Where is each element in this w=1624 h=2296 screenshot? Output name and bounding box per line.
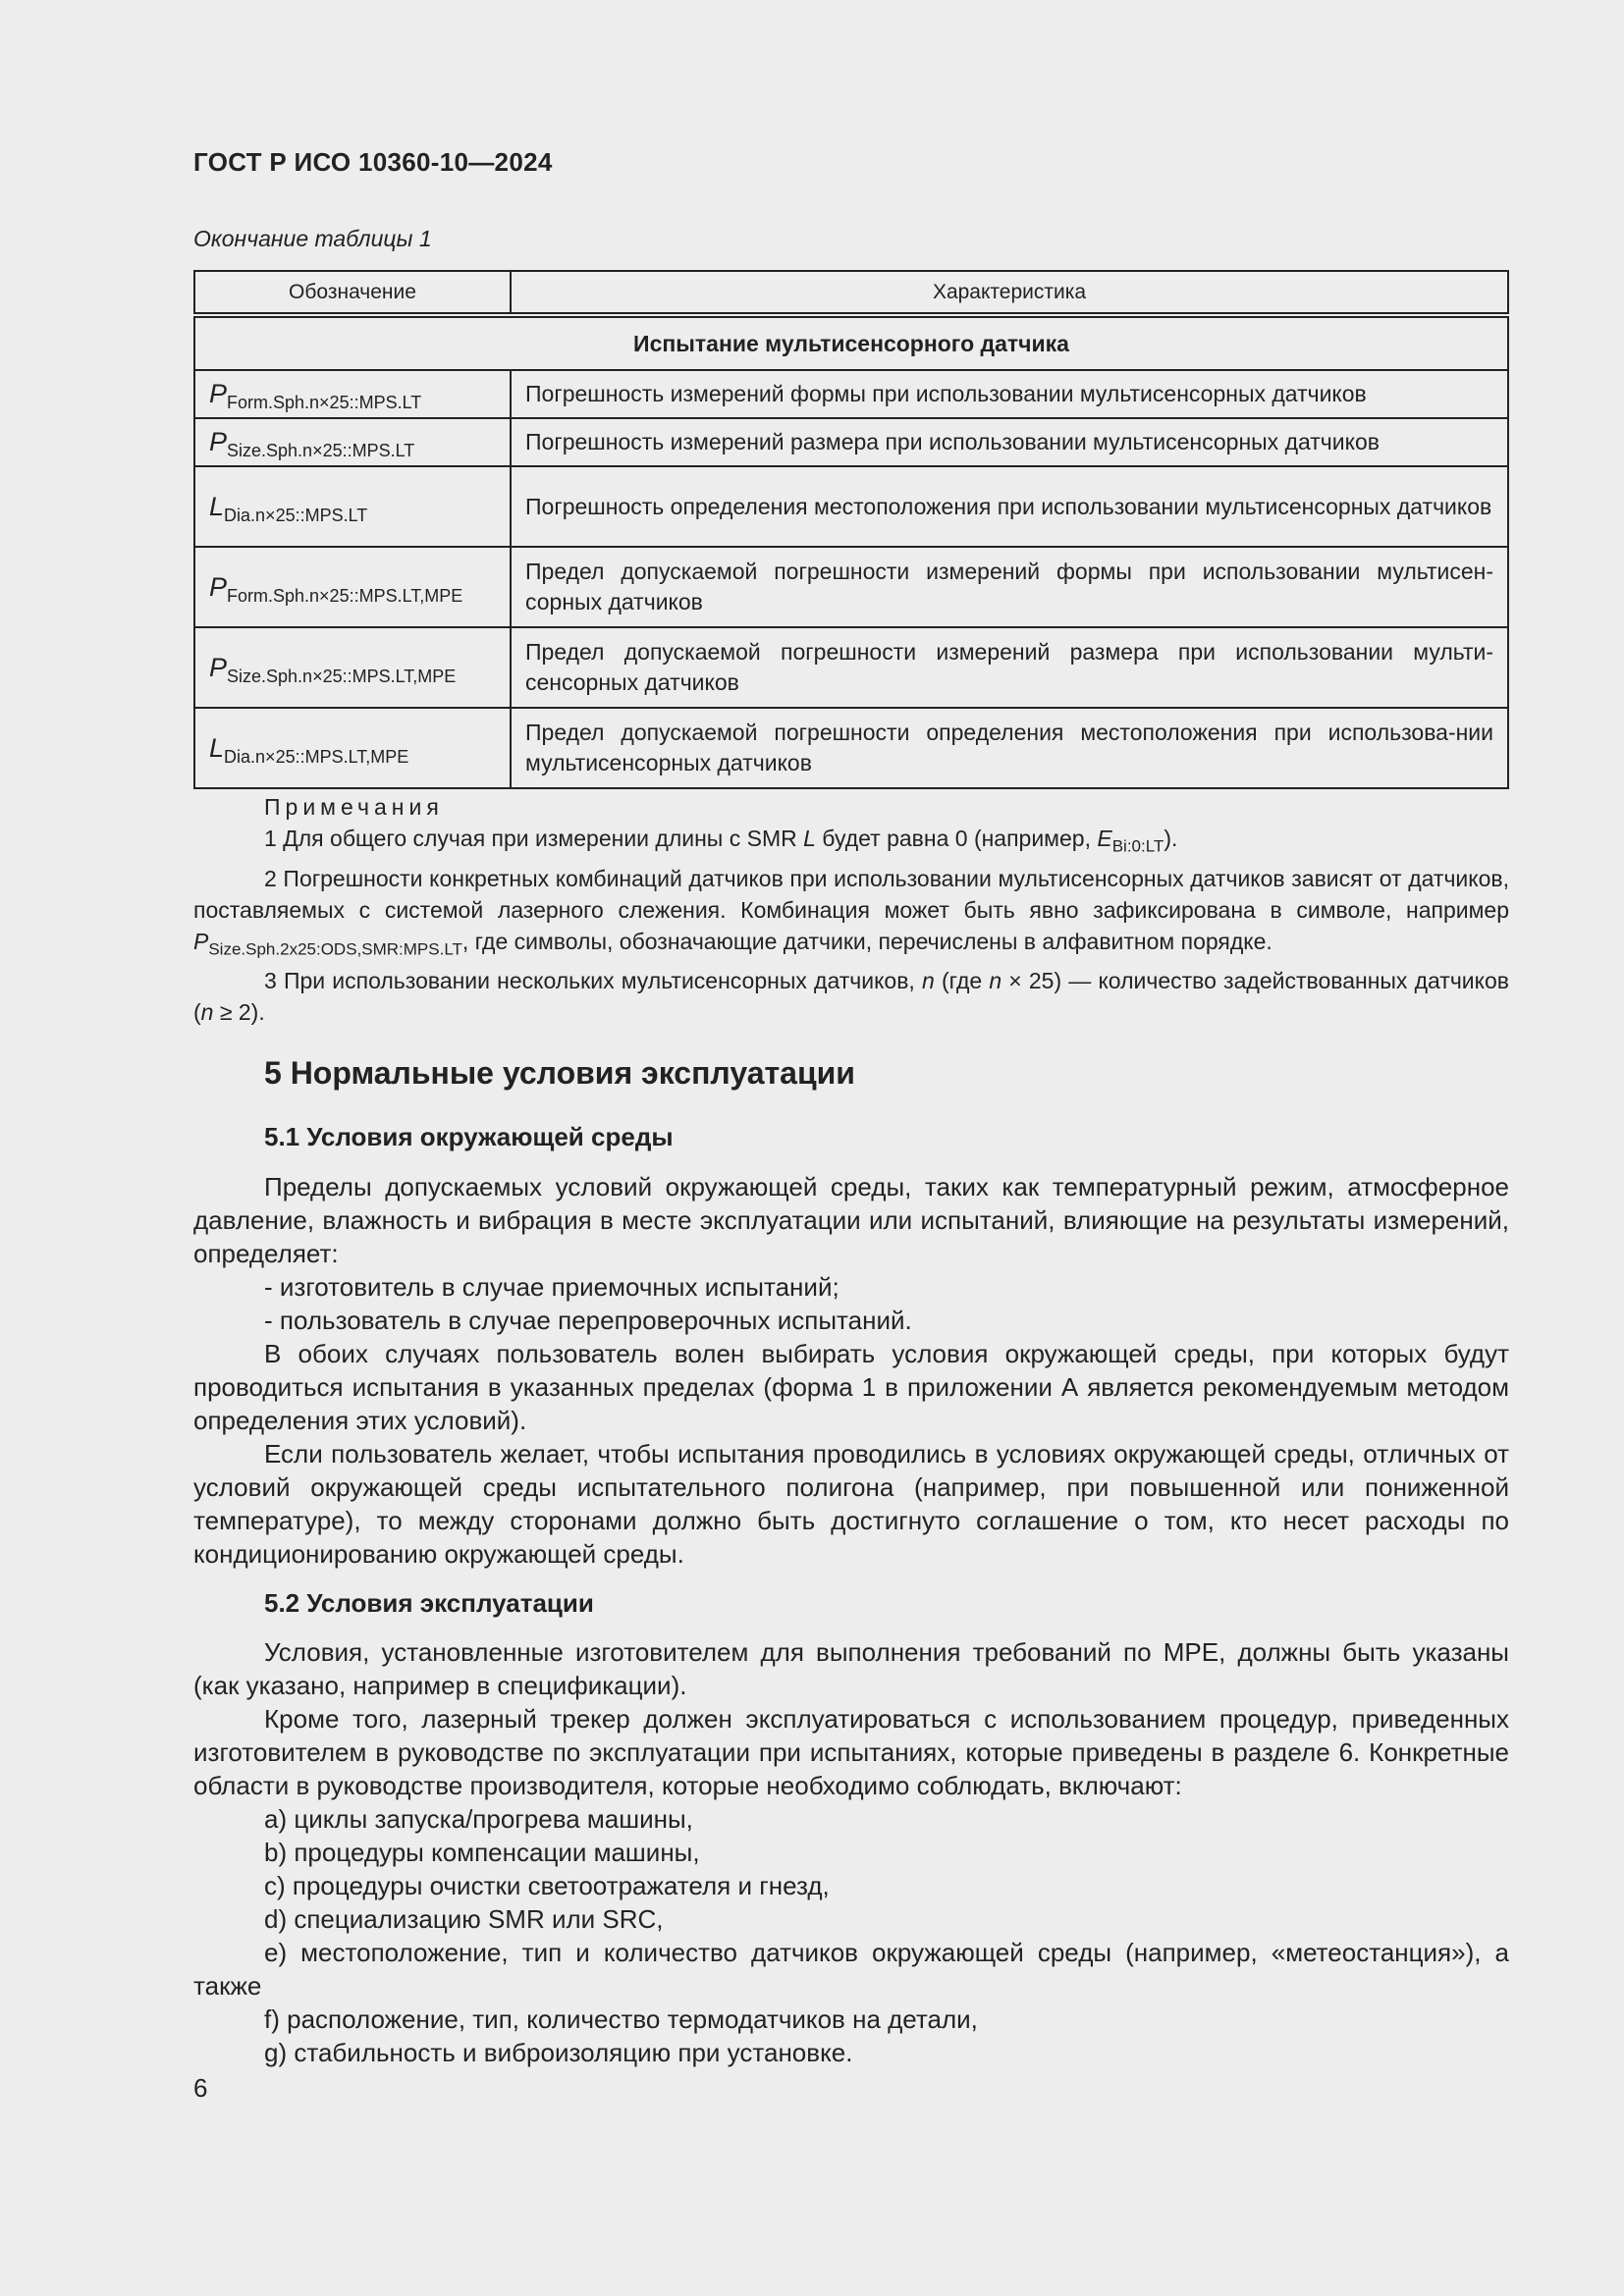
list-item: d) специализацию SMR или SRC,	[264, 1904, 664, 1934]
symbol-cell: $P_{Form.Sph.n\times 25::MPS.LT}$	[194, 370, 511, 418]
list-item: e) местоположение, тип и количество датчиков окружающей среды (например, «метеостанция»), а также	[193, 1938, 1509, 2001]
table-row	[194, 466, 1508, 547]
list-item: f) расположение, тип, количество термодатчиков на детали,	[264, 2004, 978, 2034]
paragraph: В обоих случаях пользователь волен выбирать условия окружающей среды, при которых будут проводиться испытания в указанных пределах (форма 1 в приложении А является рекомендуемым методом определения этих условий).	[193, 1339, 1509, 1435]
list-item: g) стабильность и виброизоляцию при установке.	[264, 2038, 853, 2067]
table-header-row	[194, 271, 1508, 315]
description-cell: Предел допускаемой погрешности измерений размера при использовании мульти-сенсорных датчиков	[511, 627, 1508, 708]
note-3: 3 При использовании нескольких мультисенсорных датчиков, n (где n × 25) — количество задействованных датчиков (n ≥ 2).	[193, 968, 1509, 1026]
characteristics-table	[193, 270, 1509, 789]
paragraph: Если пользователь желает, чтобы испытания проводились в условиях окружающей среды, отличных от условий окружающей среды испытательного полигона (например, при повышенной или пониженной температуре), то между сторонами должно быть достигнуто соглашение о том, кто несет расходы по кондиционированию окружающей среды.	[193, 1439, 1509, 1569]
subsection-5-2-heading: 5.2 Условия эксплуатации	[264, 1588, 594, 1618]
description-cell: Погрешность определения местоположения при использовании мультисенсорных датчиков	[511, 466, 1508, 547]
notes-title: Примечания	[264, 794, 444, 820]
subsection-5-1-heading: 5.1 Условия окружающей среды	[264, 1122, 674, 1151]
table-row	[194, 547, 1508, 627]
symbol-cell: $P_{Size.Sph.n\times 25::MPS.LT,MPE}$	[194, 627, 511, 708]
page-number: 6	[193, 2073, 208, 2103]
column-header-symbol: Обозначение	[194, 271, 511, 315]
symbol-cell: $P_{Size.Sph.n\times 25::MPS.LT}$	[194, 418, 511, 466]
symbol-cell: $P_{Form.Sph.n\times 25::MPS.LT,MPE}$	[194, 547, 511, 627]
list-item: - пользователь в случае перепроверочных испытаний.	[264, 1306, 912, 1335]
paragraph: Условия, установленные изготовителем для выполнения требований по MPE, должны быть указаны (как указано, например в спецификации).	[193, 1637, 1509, 1700]
paragraph: Кроме того, лазерный трекер должен эксплуатироваться с использованием процедур, приведенных изготовителем в руководстве по эксплуатации при испытаниях, которые приведены в разделе 6. Конкретные области в руководстве производителя, которые необходимо соблюдать, включают:	[193, 1704, 1509, 1800]
description-cell: Погрешность измерений размера при использовании мультисенсорных датчиков	[511, 418, 1508, 466]
table-row	[194, 370, 1508, 418]
list-item: a) циклы запуска/прогрева машины,	[264, 1804, 693, 1834]
list-item: c) процедуры очистки светоотражателя и гнезд,	[264, 1871, 830, 1900]
table-caption: Окончание таблицы 1	[193, 226, 432, 251]
description-cell: Предел допускаемой погрешности определения местоположения при использова-нии мультисенсорных датчиков	[511, 708, 1508, 788]
list-item: - изготовитель в случае приемочных испытаний;	[264, 1272, 839, 1302]
subsection-5-1-body	[193, 1170, 1509, 1571]
symbol-cell: $L_{Dia.n\times 25::MPS.LT,MPE}$	[194, 708, 511, 788]
table-row	[194, 627, 1508, 708]
section-5-heading: 5 Нормальные условия эксплуатации	[264, 1055, 855, 1091]
note-1: 1 Для общего случая при измерении длины с SMR L будет равна 0 (например, $E_{Bi:0:LT}$).	[264, 826, 1178, 856]
description-cell: Погрешность измерений формы при использовании мультисенсорных датчиков	[511, 370, 1508, 418]
symbol-cell: $L_{Dia.n\times 25::MPS.LT}$	[194, 466, 511, 547]
column-header-characteristic: Характеристика	[511, 271, 1508, 315]
table-row	[194, 708, 1508, 788]
document-header: ГОСТ Р ИСО 10360-10—2024	[193, 147, 553, 177]
table-notes	[193, 791, 1509, 1028]
list-item: b) процедуры компенсации машины,	[264, 1838, 700, 1867]
table-section-row	[194, 315, 1508, 370]
paragraph: Пределы допускаемых условий окружающей среды, таких как температурный режим, атмосферное давление, влажность и вибрация в месте эксплуатации или испытаний, влияющие на результаты измерений, определяет:	[193, 1172, 1509, 1268]
table-section-title: Испытание мультисенсорного датчика	[194, 315, 1508, 370]
table-row	[194, 418, 1508, 466]
description-cell: Предел допускаемой погрешности измерений формы при использовании мультисен-сорных датчиков	[511, 547, 1508, 627]
note-2: 2 Погрешности конкретных комбинаций датчиков при использовании мультисенсорных датчиков зависят от датчиков, поставляемых с системой лазерного слежения. Комбинация может быть явно зафиксирована в символе, например $P_{Size.Sph.2x25:ODS,SMR:MPS.LT}$, где символы, обозначающие датчики, перечислены в алфавитном порядке.	[193, 865, 1509, 959]
subsection-5-2-body	[193, 1635, 1509, 2069]
